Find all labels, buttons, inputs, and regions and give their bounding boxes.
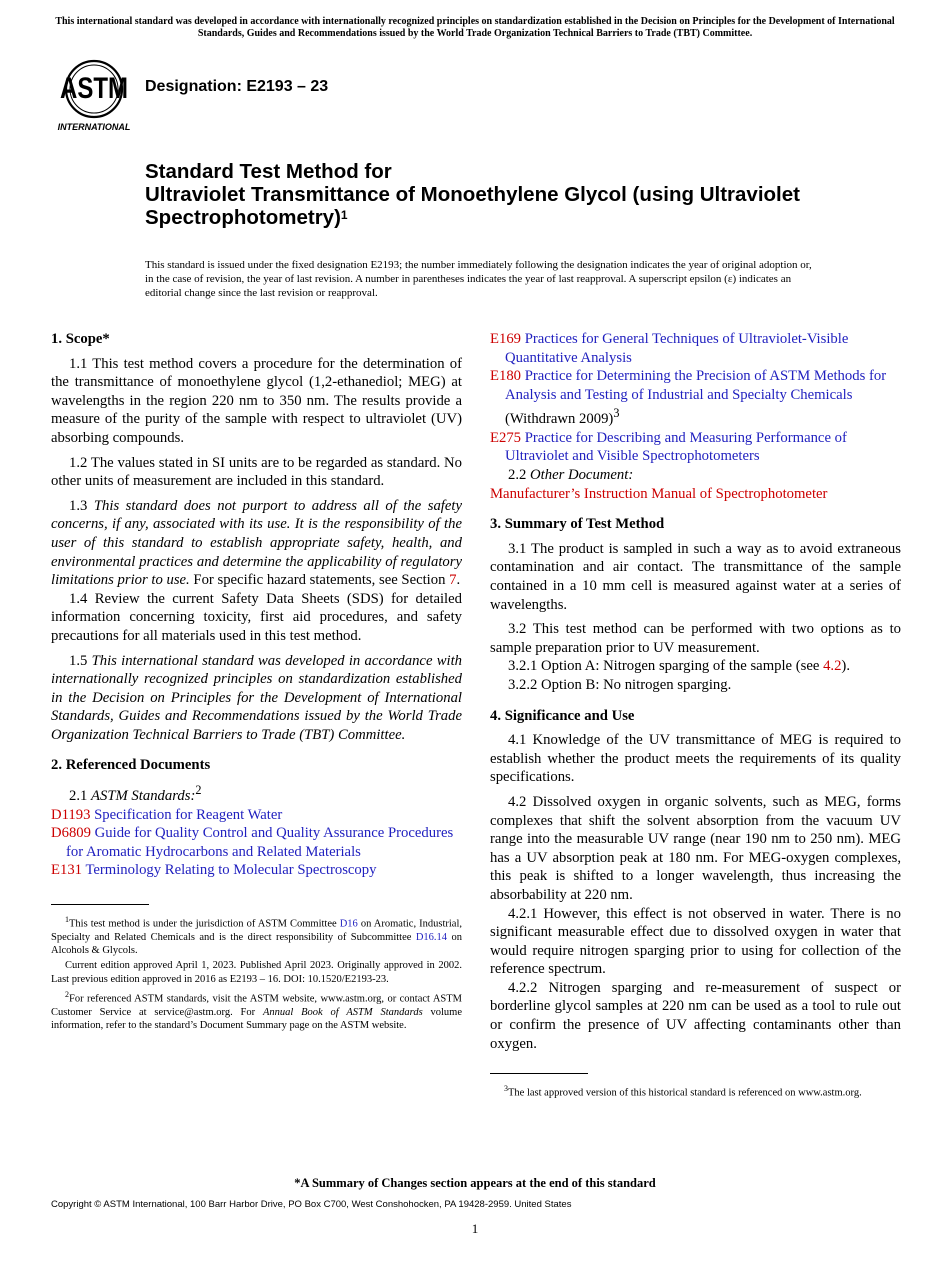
title-line2 <box>145 183 845 229</box>
para-2-1-num: 2.1 <box>69 787 92 804</box>
scope-heading: 1. Scope* <box>51 331 110 347</box>
summary-heading: 3. Summary of Test Method <box>490 516 665 533</box>
para-2-2-num: 2.2 <box>508 467 531 484</box>
summary-of-changes-note: *A Summary of Changes section appears at the end of this standard <box>294 1176 656 1190</box>
para-1-3-end: . <box>456 572 461 589</box>
footnote-1-c: on Alcohols & Glycols. <box>51 931 462 957</box>
logo-subtext: INTERNATIONAL <box>57 122 131 132</box>
para-3-2: 3.2 This test method can be performed with two options as to sample preparation prior to UV measurement. <box>490 621 901 656</box>
para-2-2-italic: Other Document: <box>530 467 634 484</box>
section-7-link[interactable]: 7 <box>449 572 457 589</box>
ref-title[interactable]: Practice for Describing and Measuring Performance of Ultraviolet and Visible Spectrophotometers <box>505 429 847 465</box>
referenced-heading: 2. Referenced Documents <box>51 757 211 774</box>
footnote-1-edition: Current edition approved April 1, 2023. Published April 2023. Originally approved in 2002. Last previous edition approved in 2016 as E2193 – 16. DOI: 10.1520/E2193-23. <box>51 960 462 985</box>
para-1-1: 1.1 This test method covers a procedure for the determination of the transmittance of monoethylene glycol (1,2-ethanediol; MEG) at wavelengths in the region 220 nm to 350 nm. The results provide a measure of the purity of the sample with respect to ultraviolet (UV) absorbing compounds. <box>51 355 462 446</box>
ref-title[interactable]: Specification for Reagent Water <box>94 806 283 823</box>
committee-d16-link[interactable]: D16 <box>339 918 358 930</box>
para-3-2-2: 3.2.2 Option B: No nitrogen sparging. <box>508 676 732 693</box>
footnote-2-ref[interactable]: 2 <box>195 783 202 798</box>
title-footnote-ref[interactable]: 1 <box>340 208 348 222</box>
designation: Designation: E2193 – 23 <box>145 78 329 95</box>
footnote-2-italic: Annual Book of ASTM Standards <box>262 1006 423 1018</box>
astm-logo <box>54 58 134 132</box>
para-4-2-1: 4.2.1 However, this effect is not observed in water. There is no significant measurable effect due to dissolved oxygen in water that would require nitrogen sparging prior to using for collection of the reference spectrum. <box>490 905 901 978</box>
para-1-3-italic: This standard does not purport to address all of the safety concerns, if any, associated with its use. It is the responsibility of the user of this standard to establish appropriate safety, health, and environmental practices and determine the applicability of regulatory limitations prior to use. <box>51 497 463 589</box>
withdrawn-note: (Withdrawn 2009) <box>505 411 614 428</box>
ref-entry[interactable] <box>490 330 901 367</box>
document-title <box>145 160 845 229</box>
ref-entry[interactable] <box>490 367 901 429</box>
footnote-1-a: This test method is under the jurisdiction of ASTM Committee <box>69 918 340 930</box>
para-1-4: 1.4 Review the current Safety Data Sheets (SDS) for detailed information concerning toxicity, first aid procedures, and safety precautions for all materials used in this test method. <box>51 590 462 644</box>
footnote-3 <box>490 1082 901 1100</box>
right-column <box>490 330 901 1102</box>
ref-title[interactable]: Terminology Relating to Molecular Spectroscopy <box>85 862 377 879</box>
subcommittee-d16-14-link[interactable]: D16.14 <box>415 931 448 943</box>
left-column <box>51 330 462 1034</box>
footnote-2-marker: 2 <box>65 989 69 999</box>
ref-title[interactable]: Practice for Determining the Precision of ASTM Methods for Analysis and Testing of Industrial and Specialty Chemicals <box>505 368 887 403</box>
ref-entry[interactable] <box>490 429 901 466</box>
para-1-5-num: 1.5 <box>69 652 92 669</box>
para-1-5 <box>51 652 462 745</box>
title-line1: Standard Test Method for <box>145 160 392 183</box>
manufacturer-manual-link[interactable]: Manufacturer’s Instruction Manual of Spectrophotometer <box>490 485 828 502</box>
para-3-2-1-text: 3.2.1 Option A: Nitrogen sparging of the sample (see <box>508 658 824 675</box>
footnote-2-b: volume information, refer to the standard’s Document Summary page on the ASTM website. <box>51 1006 462 1031</box>
para-4-1: 4.1 Knowledge of the UV transmittance of MEG is required to establish whether the product meets the requirements of its quality specifications. <box>490 732 901 786</box>
ref-code[interactable]: E131 <box>51 862 83 879</box>
page-number: 1 <box>471 1221 479 1236</box>
footnote-2-a: For referenced ASTM standards, visit the ASTM website, www.astm.org, or contact ASTM Customer Service at service@astm.org. For <box>51 993 462 1018</box>
para-2-2 <box>490 466 901 485</box>
ref-entry[interactable] <box>51 824 462 861</box>
footnote-1 <box>51 913 462 957</box>
section-4-2-link[interactable]: 4.2 <box>823 658 842 675</box>
para-4-2-2: 4.2.2 Nitrogen sparging and re-measurement of suspect or borderline glycol samples at 220 nm can be used as a tool to rule out or confirm the presence of UV affecting contaminants other than oxygen. <box>490 979 901 1052</box>
para-3-1: 3.1 The product is sampled in such a way as to avoid extraneous contamination and air contact. The transmittance of the sample contained in a 10 mm cell is measured against water at a series of wavelengths. <box>490 540 901 613</box>
ref-code[interactable]: D1193 <box>51 806 91 823</box>
para-1-5-italic: This international standard was developed in accordance with internationally recognized principles on standardization established in the Decision on Principles for the Development of International Standards, Guides and Recommendations issued by the World Trade Organization Technical Barriers to Trade (TBT) Committee. <box>51 652 462 743</box>
footnote-1-b: on Aromatic, Industrial, Specialty and Related Chemicals and is the direct responsibility of Subcommittee <box>51 918 462 943</box>
ref-code[interactable]: D6809 <box>51 825 91 842</box>
ref-code[interactable]: E180 <box>490 368 522 385</box>
para-3-2-1-end: ). <box>841 658 850 675</box>
top-notice: This international standard was developed in accordance with internationally recognized principles on standardization established in the Decision on Principles for the Development of International Standards, Guides and Recommendations issued by the World Trade Organization Technical Barriers to Trade (TBT) Committee. <box>55 16 895 39</box>
significance-heading: 4. Significance and Use <box>490 707 635 724</box>
para-2-1 <box>51 781 462 805</box>
intro-paragraph: This standard is issued under the fixed designation E2193; the number immediately following the designation indicates the year of original adoption or, in the case of revision, the year of last revision. A number in parentheses indicates the year of last reapproval. A superscript epsilon (ε) indicates an editorial change since the last revision or reapproval. <box>145 259 812 299</box>
footnote-3-text: The last approved version of this historical standard is referenced on www.astm.org. <box>508 1087 862 1099</box>
title-line2-text: Ultraviolet Transmittance of Monoethylene Glycol (using Ultraviolet Spectrophotometry) <box>145 183 800 229</box>
logo-wordmark: ASTM <box>60 70 128 105</box>
footnote-1-marker: 1 <box>65 914 69 924</box>
ref-title[interactable]: Practices for General Techniques of Ultraviolet-Visible Quantitative Analysis <box>505 331 849 366</box>
copyright: Copyright © ASTM International, 100 Barr Harbor Drive, PO Box C700, West Conshohocken, PA 19428-2959. United States <box>51 1199 572 1210</box>
ref-entry[interactable] <box>51 806 462 825</box>
footnote-3-ref[interactable]: 3 <box>613 406 620 421</box>
ref-entry[interactable] <box>51 861 462 880</box>
para-3-2-1 <box>490 657 901 676</box>
para-4-2: 4.2 Dissolved oxygen in organic solvents, such as MEG, forms complexes that shift the solvent absorption from the vacuum UV range into the measurable UV range (near 190 nm to 250 nm). MEG has a UV absorption peak at 180 nm. For MEG-oxygen complexes, this peak is shifted to a longer wavelength, thus increasing the absorbability at 220 nm. <box>490 793 901 903</box>
para-1-2: 1.2 The values stated in SI units are to be regarded as standard. No other units of measurement are included in this standard. <box>51 454 462 490</box>
para-1-3 <box>51 497 462 590</box>
footnote-divider <box>51 904 149 905</box>
footnote-3-marker: 3 <box>504 1084 508 1094</box>
para-2-1-italic: ASTM Standards: <box>91 787 196 804</box>
ref-code[interactable]: E275 <box>490 429 522 446</box>
para-1-3-num: 1.3 <box>69 497 94 514</box>
footnote-divider <box>490 1073 588 1074</box>
ref-code[interactable]: E169 <box>490 331 522 347</box>
para-1-3-tail: For specific hazard statements, see Section <box>189 572 450 589</box>
footnote-2 <box>51 988 462 1032</box>
ref-title[interactable]: Guide for Quality Control and Quality Assurance Procedures for Aromatic Hydrocarbons and Related Materials <box>66 825 454 860</box>
